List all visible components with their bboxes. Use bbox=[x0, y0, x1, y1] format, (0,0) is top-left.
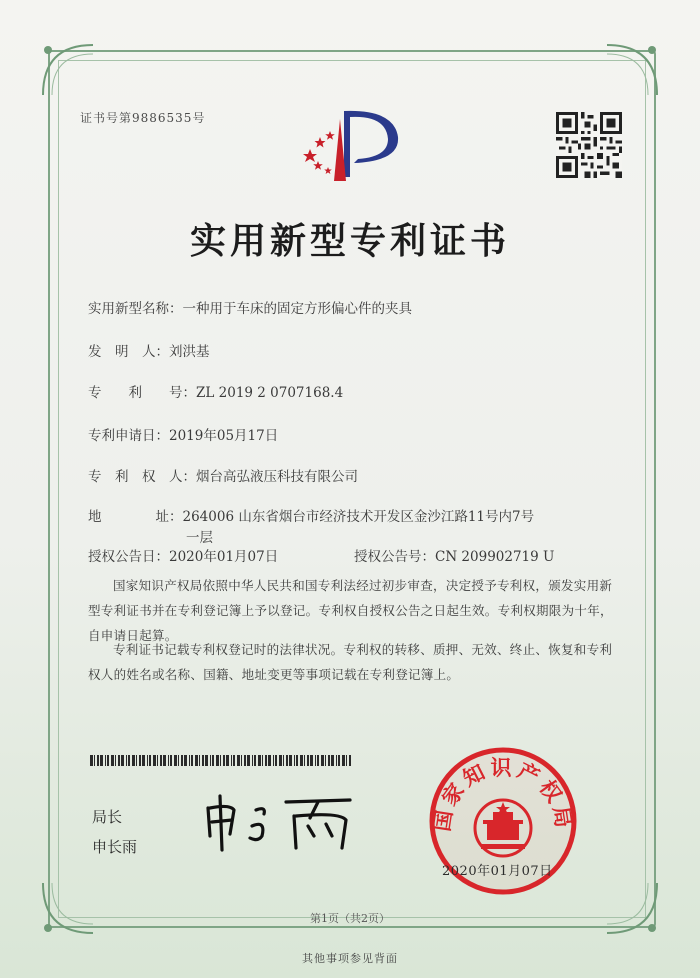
inventor-row bbox=[88, 340, 210, 360]
field-label: 授权公告日： bbox=[88, 549, 169, 565]
corner-ornament-bottom-right bbox=[602, 878, 662, 938]
field-label: 专 利 号： bbox=[88, 385, 196, 401]
corner-ornament-top-left bbox=[38, 40, 98, 100]
field-label: 授权公告号： bbox=[354, 549, 435, 565]
address-line-2: 一层 bbox=[186, 530, 213, 546]
patent-office-logo-icon bbox=[296, 105, 406, 185]
seal-date: 2020年01月07日 bbox=[442, 864, 553, 879]
grant-announce-number-row bbox=[354, 545, 554, 565]
patent-number: ZL 2019 2 0707168.4 bbox=[196, 385, 344, 401]
patentee-row bbox=[88, 465, 358, 485]
address-line-1: 264006 山东省烟台市经济技术开发区金沙江路11号内7号 bbox=[182, 509, 535, 525]
field-label: 专 利 权 人： bbox=[88, 469, 196, 485]
grant-statement-paragraph: 国家知识产权局依照中华人民共和国专利法经过初步审查，决定授予专利权，颁发实用新型专利证书并在专利登记簿上予以登记。专利权自授权公告之日起生效。专利权期限为十年，自申请日起算。 bbox=[88, 578, 613, 643]
certificate-title: 实用新型专利证书 bbox=[189, 221, 510, 262]
corner-ornament-top-right bbox=[602, 40, 662, 100]
grant-announce-date: 2020年01月07日 bbox=[169, 549, 279, 565]
field-label: 专利申请日： bbox=[88, 428, 169, 444]
qr-code-icon bbox=[556, 112, 622, 178]
patent-number-row bbox=[88, 381, 343, 401]
page-number: 第1页（共2页） bbox=[310, 912, 390, 925]
filing-date: 2019年05月17日 bbox=[169, 428, 279, 444]
grant-announce-number: CN 209902719 U bbox=[435, 549, 555, 565]
certificate-number: 证书号第9886535号 bbox=[80, 111, 206, 125]
field-label: 地 址： bbox=[88, 509, 183, 525]
utility-model-name-row bbox=[88, 297, 412, 317]
patentee: 烟台高弘液压科技有限公司 bbox=[196, 469, 358, 485]
utility-model-name: 一种用于车床的固定方形偏心件的夹具 bbox=[182, 301, 412, 317]
footer-note: 其他事项参见背面 bbox=[302, 952, 398, 965]
filing-date-row bbox=[88, 424, 278, 444]
legal-status-paragraph: 专利证书记载专利权登记时的法律状况。专利权的转移、质押、无效、终止、恢复和专利权人的姓名或名称、国籍、地址变更等事项记载在专利登记簿上。 bbox=[88, 642, 613, 682]
field-label: 发 明 人： bbox=[88, 344, 169, 360]
field-label: 实用新型名称： bbox=[88, 301, 183, 317]
address-row bbox=[88, 505, 534, 525]
inventor: 刘洪基 bbox=[169, 344, 210, 360]
barcode-icon bbox=[90, 755, 355, 766]
grant-announce-date-row bbox=[88, 545, 278, 565]
director-signature bbox=[200, 792, 360, 852]
director-name: 申长雨 bbox=[92, 838, 138, 856]
seal-text: 国家知识产权局 bbox=[429, 756, 577, 834]
director-title: 局长 bbox=[92, 808, 123, 826]
corner-ornament-bottom-left bbox=[38, 878, 98, 938]
